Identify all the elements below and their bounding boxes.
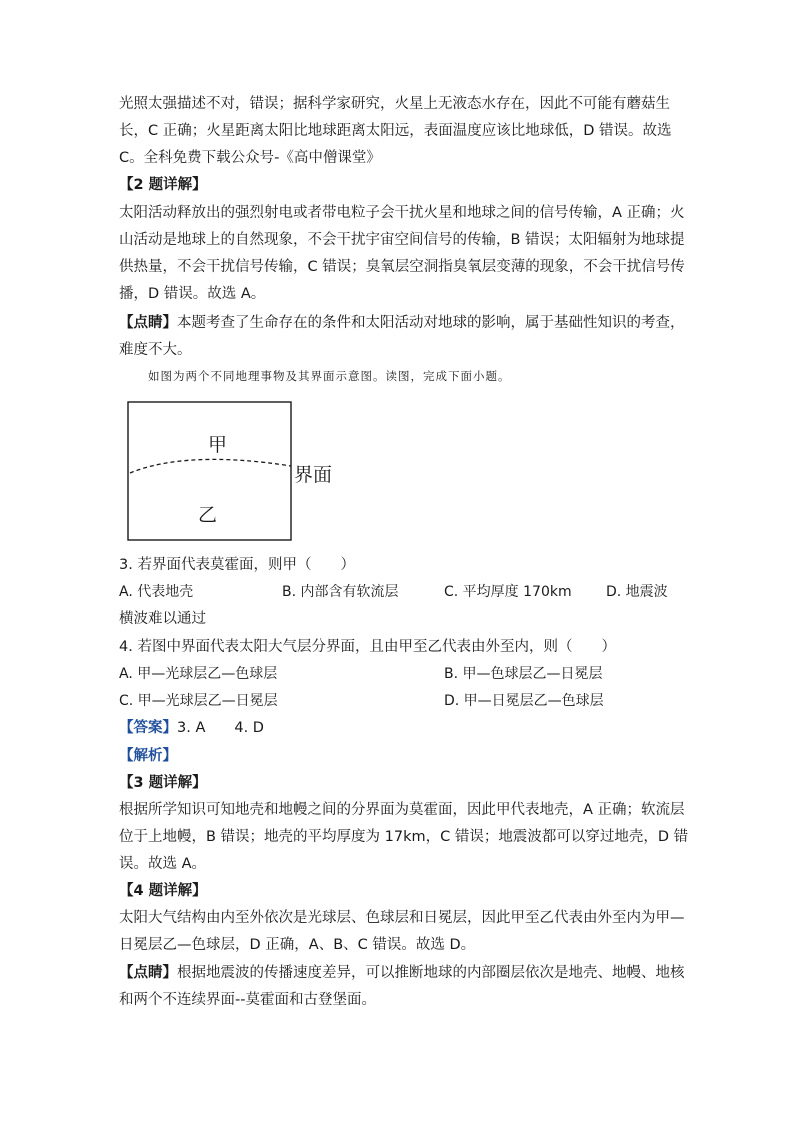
- text-line: 日冕层乙—色球层，D 正确，A、B、C 错误。故选 D。: [119, 937, 476, 953]
- text-line: 根据所学知识可知地壳和地幔之间的分界面为莫霍面，因此甲代表地壳，A 正确；软流层: [119, 802, 685, 818]
- q4-option-b: B. 甲—色球层乙—日冕层: [444, 666, 603, 682]
- section-heading-q2: 【2 题详解】: [119, 177, 207, 193]
- text-line: 光照太强描述不对，错误；据科学家研究，火星上无液态水存在，因此不可能有蘑菇生: [119, 96, 670, 112]
- dianjing-text: 本题考查了生命存在的条件和太阳活动对地球的影响，属于基础性知识的考查，: [177, 315, 685, 331]
- question-4-stem: 4. 若图中界面代表太阳大气层分界面，且由甲至乙代表由外至内，则（ ）: [119, 639, 616, 655]
- label-boundary: 界面: [294, 464, 333, 486]
- label-jia: 甲: [208, 434, 228, 456]
- section-heading-q4: 【4 题详解】: [119, 883, 207, 899]
- boundary-diagram: [126, 400, 356, 544]
- q4-option-a: A. 甲—光球层乙—色球层: [119, 666, 278, 682]
- q4-option-d: D. 甲—日冕层乙—色球层: [444, 693, 604, 709]
- question-3-stem: 3. 若界面代表莫霍面，则甲（ ）: [119, 557, 355, 573]
- text-line: 太阳大气结构由内至外依次是光球层、色球层和日冕层，因此甲至乙代表由外至内为甲—: [119, 910, 685, 926]
- boundary-dashed-line: [130, 459, 291, 473]
- dianjing-tag: 【点睛】: [119, 965, 177, 981]
- text-line: 太阳活动释放出的强烈射电或者带电粒子会干扰火星和地球之间的信号传输，A 正确；火: [119, 205, 685, 221]
- text-line: 位于上地幔，B 错误；地壳的平均厚度为 17km，C 错误；地震波都可以穿过地壳，D 错: [119, 829, 689, 845]
- text-line: 供热量，不会干扰信号传输，C 错误；臭氧层空洞指臭氧层变薄的现象，不会干扰信号传: [119, 259, 685, 275]
- text-line: C。全科免费下载公众号-《高中僧课堂》: [119, 150, 381, 166]
- text-line: 误。故选 A。: [119, 856, 207, 872]
- label-yi: 乙: [198, 504, 218, 526]
- analysis-heading: 【解析】: [119, 748, 177, 764]
- text-line: 难度不大。: [119, 342, 192, 358]
- dianjing-paragraph: [119, 313, 685, 333]
- text-line: 山活动是地球上的自然现象，不会干扰宇宙空间信号的传输，B 错误；太阳辐射为地球提: [119, 232, 685, 248]
- q3-option-c: C. 平均厚度 170km: [444, 584, 572, 600]
- dianjing-text: 根据地震波的传播速度差异，可以推断地球的内部圈层依次是地壳、地幔、地核: [177, 965, 685, 981]
- q4-option-c: C. 甲—光球层乙—日冕层: [119, 693, 278, 709]
- dianjing-paragraph: [119, 963, 685, 983]
- dianjing-tag: 【点睛】: [119, 315, 177, 331]
- answer-line: [119, 718, 679, 738]
- q3-option-b: B. 内部含有软流层: [282, 584, 399, 600]
- q3-option-d-continued: 横波难以通过: [119, 611, 206, 627]
- text-line: 和两个不连续界面--莫霍面和古登堡面。: [119, 992, 376, 1008]
- figure-caption: 如图为两个不同地理事物及其界面示意图。读图，完成下面小题。: [148, 369, 511, 383]
- section-heading-q3: 【3 题详解】: [119, 775, 207, 791]
- text-line: 播，D 错误。故选 A。: [119, 286, 266, 302]
- q3-option-a: A. 代表地壳: [119, 584, 194, 600]
- text-line: 长，C 正确；火星距离太阳比地球距离太阳远，表面温度应该比地球低，D 错误。故选: [119, 123, 672, 139]
- q3-option-d: D. 地震波: [606, 584, 668, 600]
- answer-tag: 【答案】: [119, 720, 177, 736]
- answer-text: 3. A 4. D: [177, 720, 264, 736]
